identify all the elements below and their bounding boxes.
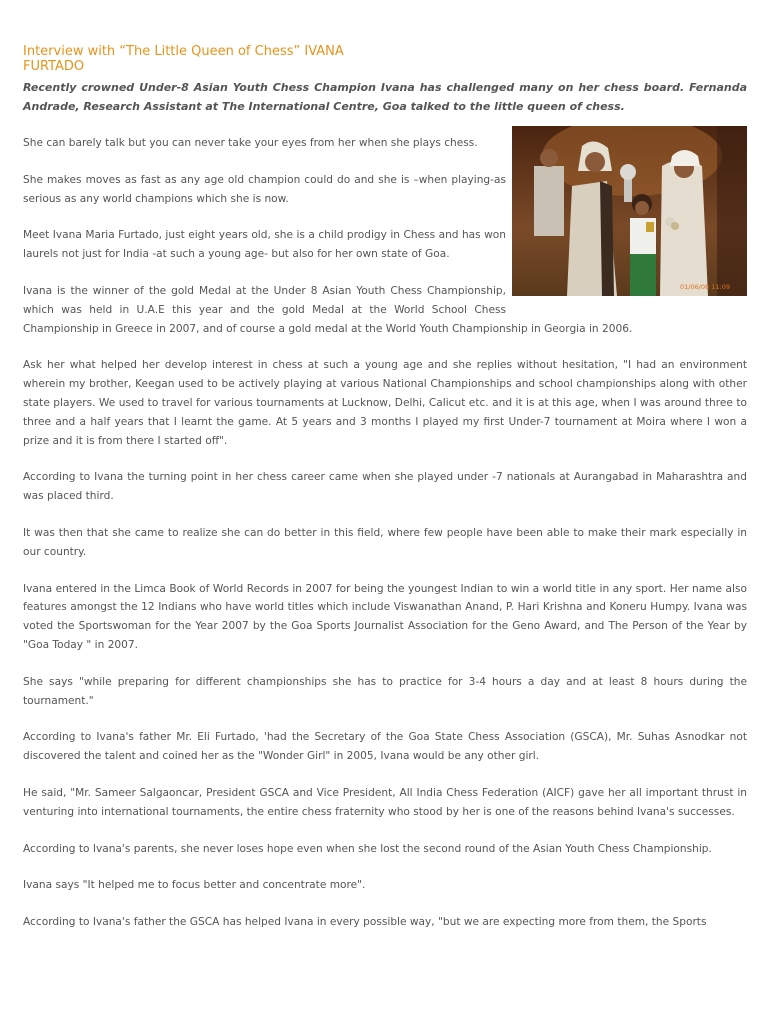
article-paragraph: It was then that she came to realize she can do better in this field, where few people have been able to make their mark especially in our country. xyxy=(23,526,747,558)
article-paragraph: Meet Ivana Maria Furtado, just eight years old, she is a child prodigy in Chess and has won laurels not just for India -at such a young age- but also for her own state of Goa. xyxy=(23,229,506,261)
award-ceremony-photo xyxy=(512,126,747,296)
article-paragraph: According to Ivana the turning point in her chess career came when she played under -7 nationals at Aurangabad in Maharashtra and was placed third. xyxy=(23,471,747,503)
article-lede: Recently crowned Under-8 Asian Youth Chess Champion Ivana has challenged many on her chess board. Fernanda Andrade, Research Assistant at The International Centre, Goa talked to the little queen of chess. xyxy=(23,81,747,113)
article-paragraph: Ivana is the winner of the gold Medal at the Under 8 Asian Youth Chess Championship, which was held in U.A.E this year and the gold Medal at the World School Chess Championship in Greece in 2007, and of course a gold medal at the World Youth Championship in Georgia in 2006. xyxy=(23,284,633,335)
article-paragraph: Ask her what helped her develop interest in chess at such a young age and she replies without hesitation, "I had an environment wherein my brother, Keegan used to be actively playing at various National Championships and school championships along with other state players. We used to travel for various tournaments at Lucknow, Delhi, Calicut etc. and it is at this age, when I was around three to three and a half years that I learnt the game. At 5 years and 3 months I played my first Under-7 tournament at Moira where I won a prize and it is from there I started off". xyxy=(23,359,747,447)
article xyxy=(23,44,747,950)
article-paragraph: According to Ivana's father Mr. Eli Furtado, 'had the Secretary of the Goa State Chess Association (GSCA), Mr. Suhas Asnodkar not discovered the talent and coined her as the "Wonder Girl" in 2005, Ivana would be any other girl. xyxy=(23,731,747,763)
article-paragraph: According to Ivana's father the GSCA has helped Ivana in every possible way, "but we are expecting more from them, the Sports xyxy=(23,916,707,929)
article-paragraph: Ivana entered in the Limca Book of World Records in 2007 for being the youngest Indian to win a world title in any sport. Her name also features amongst the 12 Indians who have world titles which include Viswanathan Anand, P. Hari Krishna and Koneru Humpy. Ivana was voted the Sportswoman for the Year 2007 by the Goa Sports Journalist Association for the Geno Award, and The Person of the Year by "Goa Today " in 2007. xyxy=(23,582,747,651)
article-paragraph: Ivana says "It helped me to focus better and concentrate more". xyxy=(23,879,366,892)
article-title-line1: Interview with “The Little Queen of Chess” IVANA xyxy=(23,44,344,59)
article-paragraph: According to Ivana's parents, she never loses hope even when she lost the second round of the Asian Youth Chess Championship. xyxy=(23,842,712,855)
article-body xyxy=(23,134,747,932)
article-title-line2: FURTADO xyxy=(23,59,85,74)
article-paragraph: She makes moves as fast as any age old champion could do and she is –when playing-as serious as any world champions which she is now. xyxy=(23,173,506,205)
article-title xyxy=(23,44,747,74)
article-paragraph: She can barely talk but you can never take your eyes from her when she plays chess. xyxy=(23,137,478,149)
article-paragraph: He said, "Mr. Sameer Salgaoncar, President GSCA and Vice President, All India Chess Federation (AICF) gave her all important thrust in venturing into international tournaments, the entire chess fraternity who stood by her is one of the reasons behind Ivana's successes. xyxy=(23,786,747,818)
photo-timestamp: 01/06/08 11:09 xyxy=(680,283,730,291)
award-ceremony-photo-image xyxy=(512,126,747,296)
article-paragraph: She says "while preparing for different championships she has to practice for 3-4 hours a day and at least 8 hours during the tournament." xyxy=(23,675,747,707)
